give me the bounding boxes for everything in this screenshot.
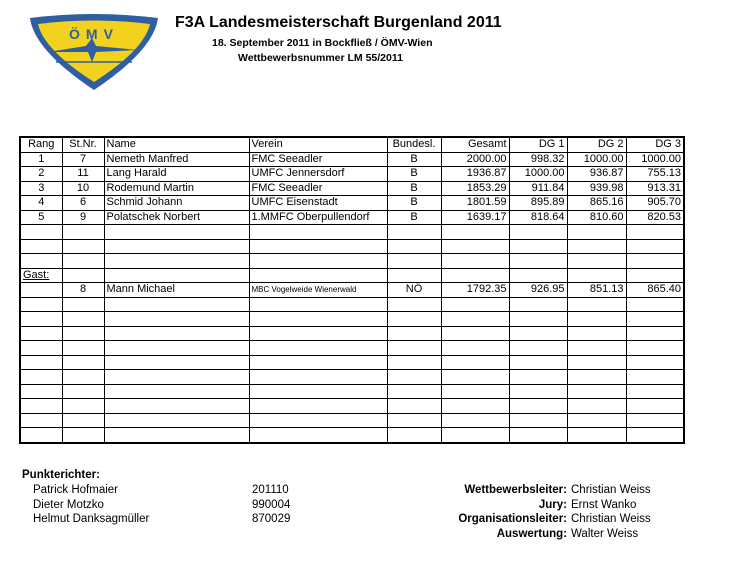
logo-text: ÖMV: [69, 26, 119, 42]
table-cell: [249, 355, 387, 370]
official-name: Ernst Wanko: [571, 498, 637, 511]
official-name: Christian Weiss: [571, 484, 651, 496]
table-cell: [249, 254, 387, 269]
table-cell: [441, 355, 509, 370]
table-cell: [104, 239, 249, 254]
table-cell: Verein: [249, 137, 387, 152]
table-cell: [626, 370, 684, 385]
official-role: Jury:: [538, 498, 567, 511]
table-cell: [20, 312, 62, 327]
table-cell: [387, 370, 441, 385]
table-cell: UMFC Eisenstadt: [249, 196, 387, 211]
table-cell: [626, 399, 684, 414]
table-cell: [441, 254, 509, 269]
table-cell: [62, 268, 104, 283]
table-cell: 1801.59: [441, 196, 509, 211]
empty-row: [20, 413, 684, 428]
table-row: [20, 167, 684, 182]
table-cell: MBC Vogelweide Wienerwald: [249, 283, 387, 298]
table-cell: [20, 326, 62, 341]
oemv-logo: [26, 12, 162, 92]
table-cell: 1000.00: [567, 152, 626, 167]
table-cell: [62, 297, 104, 312]
table-cell: [567, 370, 626, 385]
table-cell: [567, 254, 626, 269]
judge-id: 201110: [252, 484, 289, 496]
table-cell: [62, 370, 104, 385]
table-cell: [509, 341, 567, 356]
empty-row: [20, 239, 684, 254]
table-cell: [441, 297, 509, 312]
table-cell: [62, 254, 104, 269]
table-cell: [62, 312, 104, 327]
table-cell: [20, 341, 62, 356]
table-cell: 6: [62, 196, 104, 211]
table-cell: 911.84: [509, 181, 567, 196]
table-cell: [62, 326, 104, 341]
table-cell: [567, 384, 626, 399]
table-cell: [626, 268, 684, 283]
table-cell: [387, 355, 441, 370]
table-cell: 8: [62, 283, 104, 298]
table-cell: [441, 370, 509, 385]
table-cell: [104, 428, 249, 443]
table-cell: [387, 399, 441, 414]
table-cell: [567, 428, 626, 443]
empty-row: [20, 297, 684, 312]
table-cell: [249, 312, 387, 327]
table-cell: Name: [104, 137, 249, 152]
table-cell: Rodemund Martin: [104, 181, 249, 196]
table-cell: [104, 413, 249, 428]
table-cell: Bundesl.: [387, 137, 441, 152]
judges-heading: Punkterichter:: [22, 469, 100, 481]
table-cell: [626, 413, 684, 428]
table-cell: [567, 399, 626, 414]
competition-number: Wettbewerbsnummer LM 55/2011: [238, 52, 403, 64]
empty-row: [20, 399, 684, 414]
table-cell: [387, 297, 441, 312]
table-cell: 1: [20, 152, 62, 167]
table-cell: [62, 355, 104, 370]
table-cell: 865.16: [567, 196, 626, 211]
table-cell: [509, 268, 567, 283]
table-cell: DG 1: [509, 137, 567, 152]
table-cell: [20, 254, 62, 269]
table-cell: [387, 225, 441, 240]
table-cell: [62, 384, 104, 399]
table-row: [20, 181, 684, 196]
table-cell: [509, 370, 567, 385]
table-cell: [104, 268, 249, 283]
table-cell: [567, 312, 626, 327]
table-cell: 998.32: [509, 152, 567, 167]
guest-row: [20, 283, 684, 298]
table-cell: 818.64: [509, 210, 567, 225]
table-cell: 11: [62, 167, 104, 182]
table-cell: [20, 297, 62, 312]
official-role: Wettbewerbsleiter:: [464, 484, 567, 496]
table-cell: 913.31: [626, 181, 684, 196]
table-row: [20, 196, 684, 211]
table-cell: [567, 341, 626, 356]
table-cell: 939.98: [567, 181, 626, 196]
table-cell: [626, 225, 684, 240]
table-cell: [104, 312, 249, 327]
table-cell: 3: [20, 181, 62, 196]
table-cell: [62, 225, 104, 240]
table-cell: [20, 225, 62, 240]
table-cell: 9: [62, 210, 104, 225]
table-cell: 810.60: [567, 210, 626, 225]
table-cell: 820.53: [626, 210, 684, 225]
table-cell: Schmid Johann: [104, 196, 249, 211]
judge-id: 990004: [252, 498, 291, 511]
table-cell: [626, 341, 684, 356]
table-cell: [104, 254, 249, 269]
judge-name: Patrick Hofmaier: [33, 484, 118, 496]
table-cell: [104, 225, 249, 240]
table-cell: [626, 384, 684, 399]
judge-name: Helmut Danksagmüller: [33, 513, 150, 525]
table-cell: 1639.17: [441, 210, 509, 225]
table-cell: [20, 384, 62, 399]
table-cell: [441, 312, 509, 327]
table-cell: [249, 413, 387, 428]
table-cell: [441, 225, 509, 240]
table-cell: B: [387, 181, 441, 196]
table-cell: [104, 399, 249, 414]
table-cell: DG 3: [626, 137, 684, 152]
table-cell: [441, 428, 509, 443]
table-cell: [567, 225, 626, 240]
table-cell: 1792.35: [441, 283, 509, 298]
table-cell: Lang Harald: [104, 167, 249, 182]
table-cell: [567, 355, 626, 370]
table-cell: [249, 341, 387, 356]
table-cell: 5: [20, 210, 62, 225]
table-cell: [509, 225, 567, 240]
official-role: Auswertung:: [496, 527, 567, 540]
empty-row: [20, 326, 684, 341]
table-cell: [62, 413, 104, 428]
table-cell: 755.13: [626, 167, 684, 182]
official-role: Organisationsleiter:: [458, 513, 567, 525]
empty-row: [20, 312, 684, 327]
table-cell: 865.40: [626, 283, 684, 298]
table-cell: 1853.29: [441, 181, 509, 196]
empty-row: [20, 341, 684, 356]
table-cell: [104, 355, 249, 370]
table-cell: 2000.00: [441, 152, 509, 167]
judge-name: Dieter Motzko: [33, 498, 104, 511]
table-cell: [509, 326, 567, 341]
table-cell: [62, 428, 104, 443]
table-cell: [104, 326, 249, 341]
table-cell: [62, 341, 104, 356]
table-cell: Gast:: [20, 268, 62, 283]
table-cell: [249, 268, 387, 283]
table-cell: [249, 239, 387, 254]
table-cell: [387, 341, 441, 356]
table-cell: 895.89: [509, 196, 567, 211]
table-cell: [387, 326, 441, 341]
table-cell: Rang: [20, 137, 62, 152]
table-cell: B: [387, 196, 441, 211]
table-cell: [20, 239, 62, 254]
table-cell: [62, 399, 104, 414]
table-cell: [626, 254, 684, 269]
table-cell: B: [387, 210, 441, 225]
table-cell: [509, 254, 567, 269]
table-cell: [626, 297, 684, 312]
table-cell: [509, 428, 567, 443]
official-name: Walter Weiss: [571, 527, 639, 540]
table-cell: Polatschek Norbert: [104, 210, 249, 225]
table-cell: [626, 428, 684, 443]
table-cell: [249, 326, 387, 341]
table-cell: FMC Seeadler: [249, 152, 387, 167]
table-cell: B: [387, 167, 441, 182]
table-cell: [567, 413, 626, 428]
judge-id: 870029: [252, 513, 291, 525]
results-table: [19, 136, 685, 444]
table-cell: 7: [62, 152, 104, 167]
empty-row: [20, 355, 684, 370]
empty-row: [20, 384, 684, 399]
table-cell: [104, 297, 249, 312]
table-cell: FMC Seeadler: [249, 181, 387, 196]
table-row: [20, 210, 684, 225]
table-cell: [509, 355, 567, 370]
table-cell: [509, 297, 567, 312]
table-cell: [20, 413, 62, 428]
table-cell: [441, 341, 509, 356]
table-cell: 936.87: [567, 167, 626, 182]
table-cell: [626, 326, 684, 341]
table-cell: [509, 399, 567, 414]
table-cell: [20, 399, 62, 414]
table-cell: 2: [20, 167, 62, 182]
empty-row: [20, 428, 684, 443]
table-cell: [509, 312, 567, 327]
table-cell: 10: [62, 181, 104, 196]
table-cell: [20, 428, 62, 443]
table-cell: [441, 399, 509, 414]
table-cell: [441, 326, 509, 341]
empty-row: [20, 370, 684, 385]
table-row: [20, 152, 684, 167]
table-cell: [249, 297, 387, 312]
table-header-row: [20, 137, 684, 152]
table-cell: NÖ: [387, 283, 441, 298]
table-cell: [626, 355, 684, 370]
table-cell: [249, 399, 387, 414]
table-cell: [567, 268, 626, 283]
table-cell: [249, 384, 387, 399]
table-cell: 1.MMFC Oberpullendorf: [249, 210, 387, 225]
table-cell: [567, 326, 626, 341]
table-cell: [441, 413, 509, 428]
table-cell: Mann Michael: [104, 283, 249, 298]
empty-row: [20, 225, 684, 240]
table-cell: [567, 297, 626, 312]
table-cell: [387, 428, 441, 443]
event-date-location: 18. September 2011 in Bockfließ / ÖMV-Wien: [212, 37, 433, 49]
table-cell: 1936.87: [441, 167, 509, 182]
table-cell: [387, 413, 441, 428]
table-cell: [104, 341, 249, 356]
guest-label-row: [20, 268, 684, 283]
table-cell: [387, 384, 441, 399]
table-cell: St.Nr.: [62, 137, 104, 152]
table-cell: [387, 312, 441, 327]
table-cell: [441, 268, 509, 283]
table-cell: [249, 225, 387, 240]
table-cell: [441, 384, 509, 399]
table-cell: 1000.00: [509, 167, 567, 182]
table-cell: 851.13: [567, 283, 626, 298]
table-cell: Gesamt: [441, 137, 509, 152]
table-cell: [62, 239, 104, 254]
table-cell: [104, 370, 249, 385]
table-cell: [509, 239, 567, 254]
page-title: F3A Landesmeisterschaft Burgenland 2011: [175, 14, 502, 31]
table-cell: 926.95: [509, 283, 567, 298]
table-cell: [626, 239, 684, 254]
table-cell: Nemeth Manfred: [104, 152, 249, 167]
table-cell: [509, 384, 567, 399]
table-cell: [20, 370, 62, 385]
table-cell: UMFC Jennersdorf: [249, 167, 387, 182]
table-cell: [509, 413, 567, 428]
table-cell: [441, 239, 509, 254]
table-cell: 1000.00: [626, 152, 684, 167]
table-cell: [387, 239, 441, 254]
table-cell: DG 2: [567, 137, 626, 152]
table-cell: [249, 370, 387, 385]
table-cell: [20, 355, 62, 370]
table-cell: [20, 283, 62, 298]
table-cell: [104, 384, 249, 399]
table-cell: [249, 428, 387, 443]
table-cell: [387, 268, 441, 283]
table-cell: [567, 239, 626, 254]
empty-row: [20, 254, 684, 269]
table-cell: [626, 312, 684, 327]
table-cell: B: [387, 152, 441, 167]
official-name: Christian Weiss: [571, 513, 651, 525]
table-cell: 4: [20, 196, 62, 211]
table-cell: [387, 254, 441, 269]
table-cell: 905.70: [626, 196, 684, 211]
